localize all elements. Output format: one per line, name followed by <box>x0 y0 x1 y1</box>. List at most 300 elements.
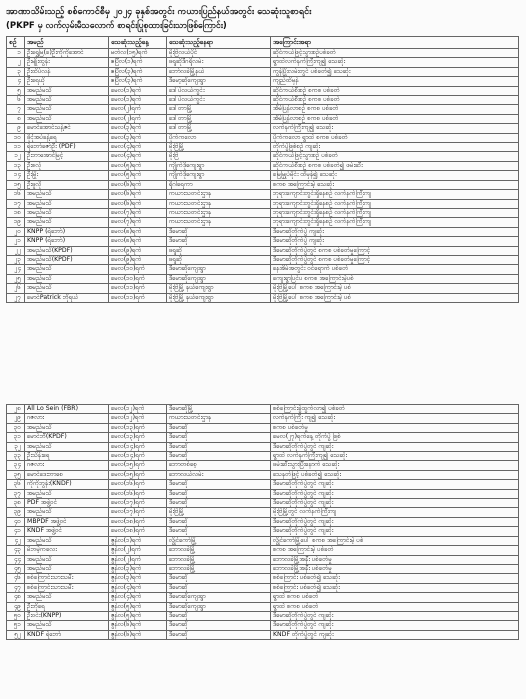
cell-description: ဒီမောဆိုတိုက်ပွဲတွင် ကျဆုံး <box>271 517 519 526</box>
cell-no: ၅၁ <box>7 621 25 630</box>
cell-place: မိုးဗြဲမြို့ <box>167 508 271 517</box>
table-row <box>7 442 519 451</box>
cell-date: မေလ(၁၁)ရက် <box>109 293 167 302</box>
cell-description: ဘောလခဲမြို့အနီး ပစ်ခတ်မှု <box>271 564 519 573</box>
table-row <box>7 171 519 180</box>
cell-name: ဖိုငုံအပ်ခန့်ရေ <box>25 133 109 142</box>
cell-place: ဘောလခဲမြို့ <box>167 546 271 555</box>
cell-date: ဇွန်လ(၃)ရက် <box>109 564 167 573</box>
cell-name: KNDF အဖွဲ့ဝင် <box>25 527 109 536</box>
cell-no: ၃၇ <box>7 489 25 498</box>
cell-no: ၄၃ <box>7 546 25 555</box>
table-row <box>7 461 519 470</box>
cell-description: ဒီမောဆိုတိုက်ပွဲတွင် ကျဆုံး <box>271 621 519 630</box>
cell-place: ကျိုက်ဒိုကျေးရွာ <box>167 161 271 170</box>
cell-place: ဒေါ်ပဲလယ်ကွင်း <box>167 86 271 95</box>
cell-place: ဒီမောဆိုမြို့ <box>167 405 271 414</box>
cell-place: ဒီမောဆို <box>167 423 271 432</box>
cell-date: မေလ(၃)ရက် <box>109 124 167 133</box>
cell-place: ဒီမောဆို <box>167 433 271 442</box>
cell-no: ၃၅ <box>7 470 25 479</box>
cell-date: မေလ(၁၅)ရက် <box>109 470 167 479</box>
cell-place: ဘောတစ်စေ့ <box>167 461 271 470</box>
cell-name: ဦးမြိုး <box>25 171 109 180</box>
header-description: အကြောင်းအရာ <box>271 37 519 49</box>
cell-no: ၃၉ <box>7 508 25 517</box>
cell-date: ဇွန်လ(၄)ရက် <box>109 583 167 592</box>
cell-place: ကယားသတင်းဌာန <box>167 218 271 227</box>
cell-name: အမည်မသိ <box>25 536 109 545</box>
cell-no: ၄၉ <box>7 602 25 611</box>
cell-description: ဆိုင်ကယ်စီးစဉ် စကစ ပစ်ခတ် <box>271 96 519 105</box>
table-row <box>7 293 519 302</box>
cell-description: ဒီမောဆိုတိုက်ပွဲတွင် ကျဆုံး <box>271 442 519 451</box>
cell-no: ၂၇ <box>7 293 25 302</box>
cell-name: KNPP (ရဲဘော်) <box>25 227 109 236</box>
table-row <box>7 527 519 536</box>
cell-description: သေနတ်ဖြင့် ပစ်ခတ်၍ သေဆုံး <box>271 470 519 479</box>
table-row <box>7 190 519 199</box>
cell-date: မေလ(၁၃)ရက် <box>109 433 167 442</box>
cell-date: မေလ(၁၅)ရက် <box>109 461 167 470</box>
cell-place: ဒီမောဆို <box>167 237 271 246</box>
cell-no: ၄၄ <box>7 555 25 564</box>
cell-name: စစ်ကြောင်းသားသမီး <box>25 574 109 583</box>
table-row <box>7 602 519 611</box>
cell-no: ၁၃ <box>7 161 25 170</box>
cell-date: မေလ(၁၇)ရက် <box>109 499 167 508</box>
header-place: သေဆုံးသည့်နေရာ <box>167 37 271 49</box>
cell-description: ဒီမောဆိုတိုက်ပွဲတွင် စကစ ပစ်ခတ်မှုကြောင့် <box>271 255 519 264</box>
cell-no: ၂ <box>7 58 25 67</box>
cell-name: မောင်အောင်သန့်ဇင် <box>25 124 109 133</box>
cell-place: ဒီမောဆို <box>167 489 271 498</box>
header-no: စဉ် <box>7 37 25 49</box>
cell-description: ဆိုင်ကယ်စီးစဉ် စကစ ပစ်ခတ် <box>271 86 519 95</box>
cell-date: မေလ(၁၄)ရက် <box>109 452 167 461</box>
cell-name: ကိုကိုဘွန်း(KNDF) <box>25 480 109 489</box>
cell-place: ဘောလခဲမြို့ <box>167 564 271 573</box>
cell-name: ဂဇလား <box>25 461 109 470</box>
cell-no: ၂၅ <box>7 274 25 283</box>
cell-description: စစ်ကြောင်းခွဲထွက်လာ၍ ပစ်ခတ် <box>271 405 519 414</box>
table-row <box>7 133 519 142</box>
cell-name: ဦးရေယို <box>25 77 109 86</box>
table-row <box>7 593 519 602</box>
cell-date: မေလ(၉)ရက် <box>109 255 167 264</box>
cell-place: ဒီမောဆိုကျေးရွာ <box>167 602 271 611</box>
cell-date: မေလ(၈)ရက် <box>109 237 167 246</box>
table-row <box>7 86 519 95</box>
cell-description: ဒီမောဆိုတိုက်ပွဲတွင် ကျဆုံး <box>271 499 519 508</box>
cell-date: မေလ(၆)ရက် <box>109 199 167 208</box>
cell-date: ဇွန်လ(၆)ရက် <box>109 630 167 639</box>
cell-no: ၃၆ <box>7 480 25 489</box>
cell-place: ဒီမောဆို <box>167 527 271 536</box>
table-row <box>7 433 519 442</box>
cell-description: ဆိုင်ကယ်ဖြင့်သွားစဉ် ပစ်ခတ် <box>271 152 519 161</box>
cell-no: ၄၇ <box>7 583 25 592</box>
table-row <box>7 470 519 479</box>
table-row <box>7 405 519 414</box>
cell-name: အမည်မသိ <box>25 190 109 199</box>
cell-date: မေလ(၂)ရက် <box>109 114 167 123</box>
cell-place: ဒေါ်ပဲလယ်ကွင်း <box>167 96 271 105</box>
cell-date: ဇွန်လ(၅)ရက် <box>109 611 167 620</box>
cell-no: ၁၆ <box>7 190 25 199</box>
table-row <box>7 536 519 545</box>
cell-no: ၅၀ <box>7 611 25 620</box>
cell-name: MBPDF အဖွဲ့ဝင် <box>25 517 109 526</box>
cell-description: ရွာထဲ စကစ ပစ်ခတ် <box>271 593 519 602</box>
cell-date: ဧပြီလ(၃)ရက် <box>109 77 167 86</box>
cell-description: ဘောလခဲမြို့အနီး ပစ်ခတ်မှု <box>271 555 519 564</box>
cell-place: မိုးဗြဲမြို့ နယ်ကျေးရွာ <box>167 293 271 302</box>
cell-date: မေလ(၈)ရက် <box>109 227 167 236</box>
table-row <box>7 49 519 58</box>
cell-name: အမည်မသိ <box>25 105 109 114</box>
cell-no: ၂၃ <box>7 255 25 264</box>
cell-description: မိုးဗြဲမြို့တွင် လက်နက်ကြီးကျ <box>271 508 519 517</box>
cell-place: ဖရူဆို <box>167 246 271 255</box>
table-body-bottom <box>7 405 519 640</box>
cell-date: မေလ(၁၆)ရက် <box>109 489 167 498</box>
cell-description: ဖမ်းဆီးသွားပြီးနောက် သေဆုံး <box>271 461 519 470</box>
cell-name: အမည်မသိ <box>25 442 109 451</box>
cell-no: ၁၁ <box>7 143 25 152</box>
cell-date: ဇွန်လ(၂)ရက် <box>109 555 167 564</box>
table-row <box>7 423 519 432</box>
cell-place: ဒီမောဆိုကျေးရွာ <box>167 593 271 602</box>
cell-description: ဒီမောဆိုတိုက်ပွဲ ကျဆုံး <box>271 227 519 236</box>
cell-name: အမည်မသိ(KPDF) <box>25 255 109 264</box>
cell-description: တိုက်ပွဲဖြစ်စဉ် ကျဆုံး <box>271 143 519 152</box>
cell-description: ရွာထဲ လက်နက်ကြီးကျ၍ သေဆုံး <box>271 452 519 461</box>
cell-name: ဦးဖူလို <box>25 180 109 189</box>
table-row <box>7 452 519 461</box>
cell-description: ကျည်ထိမှန် <box>271 77 519 86</box>
cell-name: ဦးသိန်းရေ <box>25 452 109 461</box>
cell-name: မောင်ဘီ(KPDF) <box>25 433 109 442</box>
cell-date: မေလ(၁၀)ရက် <box>109 274 167 283</box>
cell-date: မေလ(၁၁)ရက် <box>109 284 167 293</box>
table-row <box>7 621 519 630</box>
cell-name: အမည်မသိ(KPDF) <box>25 246 109 255</box>
cell-date: မေလ(၃)ရက် <box>109 133 167 142</box>
cell-place: ဒီမောဆိုကျေးရွာ <box>167 274 271 283</box>
cell-date: ဇွန်လ(၁)ရက် <box>109 536 167 545</box>
cell-place: ကယားသတင်းဌာန <box>167 414 271 423</box>
cell-date: ဇွန်လ(၃)ရက် <box>109 574 167 583</box>
table-row <box>7 237 519 246</box>
casualty-table-top <box>6 36 519 303</box>
table-row <box>7 255 519 264</box>
cell-description: နေအိမ်အတွင်း ဝင်ရောက် ပစ်ခတ် <box>271 265 519 274</box>
cell-date: မေလ(၆)ရက် <box>109 190 167 199</box>
cell-description: ဆိုင်ကယ်ဖြင့်သွားစဉ်ပစ်ခတ် <box>271 49 519 58</box>
cell-name: KNDF ရဲဘော် <box>25 630 109 639</box>
cell-name: ဦးဘာအောင်မြင့် <box>25 152 109 161</box>
table-row <box>7 105 519 114</box>
cell-no: ၁၀ <box>7 133 25 142</box>
cell-no: ၃၁ <box>7 433 25 442</box>
cell-place: ဒီမောဆို <box>167 480 271 489</box>
cell-place: ပိုက်ကလော <box>167 133 271 142</box>
cell-name: အမည်မသိ <box>25 621 109 630</box>
cell-date: မေလ(၁၆)ရက် <box>109 480 167 489</box>
cell-no: ၃၈ <box>7 499 25 508</box>
cell-place: ဖရူဆို <box>167 255 271 264</box>
cell-place: မိုးဗြဲလယ်ပိုင် <box>167 49 271 58</box>
table-row <box>7 630 519 639</box>
cell-date: ဇွန်လ(၄)ရက် <box>109 593 167 602</box>
table-row <box>7 77 519 86</box>
cell-description: KNDF တိုက်ပွဲတွင် ကျဆုံး <box>271 630 519 639</box>
cell-place: ရိုဂါရေကာ <box>167 180 271 189</box>
table-row <box>7 480 519 489</box>
table-row <box>7 489 519 498</box>
table-row <box>7 508 519 517</box>
table-body-top <box>7 49 519 303</box>
cell-name: ဦးစလုံ <box>25 161 109 170</box>
table-row <box>7 574 519 583</box>
cell-description: မိုးဗြဲမြို့ပေါ် စကစ အကြောင်းမဲ့ ပစ် <box>271 284 519 293</box>
cell-place: ဒေါ်တာမြို့ <box>167 114 271 123</box>
table-row <box>7 414 519 423</box>
cell-place: ဘော်လခဲမြို့နယ် <box>167 67 271 76</box>
cell-description: ဘုရားကျောင်းတွင်းရှိနေစဉ် လက်နက်ကြီးကျ <box>271 218 519 227</box>
cell-no: ၃၀ <box>7 423 25 432</box>
cell-place: ကယားသတင်းဌာန <box>167 190 271 199</box>
cell-name: အမည်မသိ <box>25 508 109 517</box>
cell-description: ဘုရားကျောင်းတွင်းရှိနေစဉ် လက်နက်ကြီးကျ <box>271 190 519 199</box>
document-title: အာဏာသိမ်းသည့် စစ်ကောင်စီမှ ၂၀၂၄ ခုနှစ်အတွင်း ကယားပြည်နယ်အတွင်း သေဆုံးသူစာရင်း <box>6 7 312 17</box>
cell-place: ဒီမောဆို <box>167 517 271 526</box>
cell-date: မေလ(၄)ရက် <box>109 143 167 152</box>
cell-name: အမည်မသိ <box>25 96 109 105</box>
cell-date: မေလ(၁၂)ရက် <box>109 405 167 414</box>
cell-date: မတ်လ(၁၅)ရက် <box>109 49 167 58</box>
cell-name: အမည်မသိ <box>25 208 109 217</box>
cell-name: မိဘမဲ့ကလေး <box>25 546 109 555</box>
table-row <box>7 152 519 161</box>
table-row <box>7 227 519 236</box>
cell-place: ဒေါ်တာမြို့ <box>167 105 271 114</box>
cell-date: မေလ(၁၈)ရက် <box>109 517 167 526</box>
cell-description: ဒီမောဆိုတိုက်ပွဲတွင် ကျဆုံး <box>271 489 519 498</box>
cell-description: စကစ အကြောင်းမဲ့ သေဆုံး <box>271 180 519 189</box>
cell-description: ရွာထဲလက်နက်ကြီးကျ၍ သေဆုံး <box>271 58 519 67</box>
cell-no: ၄၀ <box>7 517 25 526</box>
cell-name: PDF အဖွဲ့ဝင် <box>25 499 109 508</box>
cell-name: ဦးရွှေမြ(ခ)ဦးကိုကိုအောင် <box>25 49 109 58</box>
cell-name: ဦးမျိုးထွန်း <box>25 58 109 67</box>
cell-name: အမည်မသိ <box>25 274 109 283</box>
cell-description: ပိုက်ကလော ရွာထဲ စကစ ပစ်ခတ် <box>271 133 519 142</box>
cell-no: ၁ <box>7 49 25 58</box>
cell-name: All Lo Sein (FBR) <box>25 405 109 414</box>
cell-description: စကစ အကြောင်းမဲ့ ပစ်ခတ် <box>271 546 519 555</box>
cell-date: မေလ(၅)ရက် <box>109 171 167 180</box>
cell-place: ဒီမောဆို <box>167 583 271 592</box>
table-row <box>7 517 519 526</box>
table-row <box>7 180 519 189</box>
cell-description: ဒီမောဆိုတိုက်ပွဲတွင် ကျဆုံး <box>271 611 519 620</box>
cell-no: ၄၅ <box>7 564 25 573</box>
cell-name: ဂဇလား <box>25 414 109 423</box>
cell-no: ၄၂ <box>7 536 25 545</box>
cell-no: ၄၁ <box>7 527 25 536</box>
cell-no: ၃၂ <box>7 442 25 451</box>
table-row <box>7 583 519 592</box>
cell-description: ကျေးရွာပြင်ပ စကစ အကြောင်းမဲ့ပစ် <box>271 274 519 283</box>
table-row <box>7 265 519 274</box>
table-row <box>7 114 519 123</box>
cell-date: ဧပြီလ(၃)ရက် <box>109 67 167 76</box>
cell-no: ၁၂ <box>7 152 25 161</box>
cell-date: မေလ(၇)ရက် <box>109 208 167 217</box>
document-subtitle: (PKPF မှ လက်လှမ်းမီသလောက် စာရင်းပြုစုထားခြင်းသာဖြစ်ကြောင်း) <box>6 21 227 31</box>
cell-date: မေလ(၁၂)ရက် <box>109 414 167 423</box>
cell-no: ၉ <box>7 124 25 133</box>
cell-name: မောင်ဒေးဘာစေ <box>25 470 109 479</box>
table-row <box>7 199 519 208</box>
table-row <box>7 246 519 255</box>
cell-date: ဧပြီလ(၁)ရက် <box>109 58 167 67</box>
cell-date: မေလ(၁၀)ရက် <box>109 265 167 274</box>
cell-place: ဒီမောဆို <box>167 621 271 630</box>
cell-description: မြေမြှုပ်မိုင်း ထိမှန်၍ သေဆုံး <box>271 171 519 180</box>
cell-place: ကယားသတင်းဌာန <box>167 208 271 217</box>
cell-no: ၇ <box>7 105 25 114</box>
cell-date: မေလ(၉)ရက် <box>109 246 167 255</box>
header-date: သေဆုံးသည့်နေ့ <box>109 37 167 49</box>
table-row <box>7 124 519 133</box>
cell-no: ၈ <box>7 114 25 123</box>
cell-place: ဒီမောဆို <box>167 574 271 583</box>
cell-description: ဒီမောဆိုတိုက်ပွဲတွင် စကစ ပစ်ခတ်မှုကြောင့် <box>271 246 519 255</box>
cell-no: ၁၅ <box>7 180 25 189</box>
cell-date: ဇွန်လ(၅)ရက် <box>109 602 167 611</box>
cell-no: ၂၆ <box>7 284 25 293</box>
cell-place: မိုးဗြဲ <box>167 152 271 161</box>
cell-description: ဘုရားကျောင်းတွင်းရှိနေစဉ် လက်နက်ကြီးကျ <box>271 199 519 208</box>
table-row <box>7 284 519 293</box>
cell-date: မေလ(၁)ရက် <box>109 86 167 95</box>
cell-place: ဖရူဆိုဒီဂရိုလမ်း <box>167 58 271 67</box>
cell-description: ဒီမောဆိုတိုက်ပွဲတွင် ကျဆုံး <box>271 527 519 536</box>
cell-place: ဒီမောဆို <box>167 227 271 236</box>
cell-no: ၂၄ <box>7 265 25 274</box>
cell-name: ဦးထိပ်လန် <box>25 67 109 76</box>
cell-date: မေလ(၆)ရက် <box>109 180 167 189</box>
cell-place: ဒီမောဆို <box>167 452 271 461</box>
cell-date: ဇွန်လ(၆)ရက် <box>109 621 167 630</box>
cell-place: မိုးဗြဲမြို့ <box>167 143 271 152</box>
cell-description: စစ်ကြောင်း ပစ်ခတ်၍ သေဆုံး <box>271 583 519 592</box>
cell-name: အမည်မသိ <box>25 593 109 602</box>
cell-no: ၂၁ <box>7 237 25 246</box>
cell-place: ဒီမောဆို <box>167 442 271 451</box>
table-row <box>7 564 519 573</box>
cell-place: ဘောလယ်လမ်း <box>167 470 271 479</box>
cell-description: ဆိုင်ကယ်စီးစဉ် စကစ ပစ်ခတ်၍ ဖမ်းဆီး <box>271 161 519 170</box>
cell-description: လွိုင်ကော်မြို့ပေါ် စကစ အကြောင်းမဲ့ ပစ် <box>271 536 519 545</box>
cell-no: ၂၉ <box>7 414 25 423</box>
table-row <box>7 58 519 67</box>
cell-name: ဦးဝင်း(KNPP) <box>25 611 109 620</box>
casualty-table-bottom <box>6 404 519 640</box>
table-row <box>7 555 519 564</box>
table-row <box>7 218 519 227</box>
table-row <box>7 274 519 283</box>
cell-place: ဒီမောဆို <box>167 499 271 508</box>
cell-place: မိုးဗြဲမြို့ နယ်ကျေးရွာ <box>167 284 271 293</box>
cell-name: ရဲဘော်ဇော်ဦး (PDF) <box>25 143 109 152</box>
cell-name: အမည်မသိ <box>25 284 109 293</box>
cell-place: ဒီမောဆို <box>167 611 271 620</box>
cell-description: စကစ ပစ်ခတ်မှု <box>271 423 519 432</box>
page-divider <box>0 396 526 404</box>
cell-description: ကွန်ပြိုးလမ်းတွင် ပစ်ခတ်၍ သေဆုံး <box>271 67 519 76</box>
cell-description: အိမ်ပြန်လာစဉ် စကစ ပစ်ခတ် <box>271 114 519 123</box>
cell-description: စစ်ကြောင်း ပစ်ခတ်၍ သေဆုံး <box>271 574 519 583</box>
cell-date: မေလ(၁)ရက် <box>109 96 167 105</box>
cell-description: မေလ(၂၇)ရက်နေ့ တိုက်ပွဲ ဖြစ် <box>271 433 519 442</box>
cell-description: ဒီမောဆိုတိုက်ပွဲ ကျဆုံး <box>271 237 519 246</box>
cell-name: အမည်မသိ <box>25 86 109 95</box>
cell-place: လွိုင်ကော်မြို့ <box>167 536 271 545</box>
header-name: အမည် <box>25 37 109 49</box>
table-row <box>7 546 519 555</box>
cell-date: မေလ(၅)ရက် <box>109 161 167 170</box>
table-row <box>7 611 519 620</box>
cell-no: ၂၂ <box>7 246 25 255</box>
cell-name: မောင်Patrick ဘိုရယ် <box>25 293 109 302</box>
cell-description: ဘုရားကျောင်းတွင်းရှိနေစဉ် လက်နက်ကြီးကျ <box>271 208 519 217</box>
table-row <box>7 143 519 152</box>
table-row <box>7 96 519 105</box>
cell-date: မေလ(၂)ရက် <box>109 105 167 114</box>
cell-no: ၃၃ <box>7 452 25 461</box>
cell-date: ဇွန်လ(၂)ရက် <box>109 546 167 555</box>
cell-no: ၃ <box>7 67 25 76</box>
cell-no: ၁၈ <box>7 208 25 217</box>
cell-no: ၅ <box>7 86 25 95</box>
cell-date: မေလ(၁၃)ရက် <box>109 423 167 432</box>
cell-no: ၃၄ <box>7 461 25 470</box>
cell-description: လက်နက်ကြီး ကျ၍ သေဆုံး <box>271 414 519 423</box>
cell-name: အမည်မသိ <box>25 489 109 498</box>
cell-place: ကျိုက်ဒိုကျေးရွာ <box>167 171 271 180</box>
cell-no: ၆ <box>7 96 25 105</box>
cell-no: ၄၈ <box>7 593 25 602</box>
table-header-row <box>7 37 519 49</box>
cell-name: စစ်ကြောင်းသားသမီး <box>25 583 109 592</box>
cell-name: အမည်မသိ <box>25 114 109 123</box>
table-row <box>7 67 519 76</box>
table-row <box>7 499 519 508</box>
cell-no: ၅၂ <box>7 630 25 639</box>
cell-no: ၄၆ <box>7 574 25 583</box>
cell-date: မေလ(၇)ရက် <box>109 218 167 227</box>
cell-place: ဒေါ်တာမြို့ <box>167 124 271 133</box>
cell-name: အမည်မသိ <box>25 265 109 274</box>
cell-description: ဒီမောဆိုတိုက်ပွဲတွင် ကျဆုံး <box>271 480 519 489</box>
cell-name: အမည်မသိ <box>25 555 109 564</box>
cell-place: ဒီမောဆို <box>167 630 271 639</box>
cell-description: ရွာထဲ စကစ ပစ်ခတ် <box>271 602 519 611</box>
